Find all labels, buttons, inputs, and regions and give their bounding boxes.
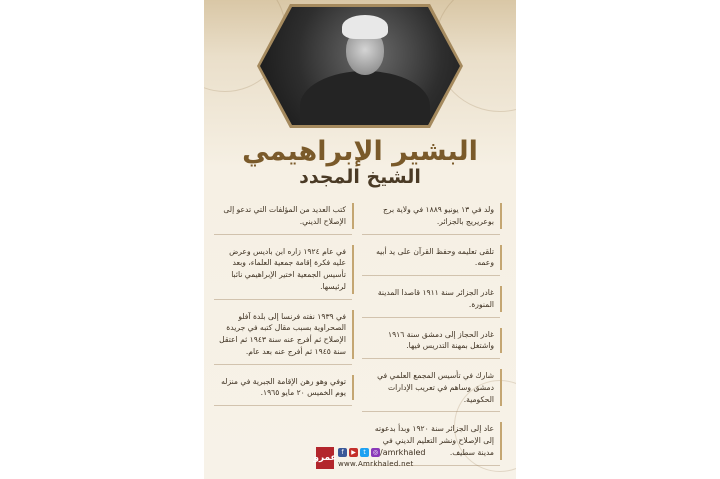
facts-column-left — [214, 200, 352, 413]
footer — [204, 445, 516, 473]
fact-item: تلقى تعليمه وحفظ القرآن على يد أبيه وعمه. — [362, 242, 500, 277]
fact-item: في ١٩٣٩ نفته فرنسا إلى بلدة آفلو الصحراوية بسبب مقال كتبه في جريدة الإصلاح ثم أفرج عنه سنة ١٩٤٣ ثم اعتقل سنة ١٩٤٥ ثم أفرج عنه بعد عام. — [214, 307, 352, 365]
fact-item: كتب العديد من المؤلفات التي تدعو إلى الإصلاح الديني. — [214, 200, 352, 235]
person-name: البشير الإبراهيمي — [242, 136, 478, 167]
portrait-turban — [342, 15, 388, 39]
social-handle[interactable]: /amrkhaled — [380, 448, 426, 457]
fact-item: غادر الحجاز إلى دمشق سنة ١٩١٦ واشتغل بمهنة التدريس فيها. — [362, 325, 500, 360]
fact-item: عاد إلى الجزائر سنة ١٩٢٠ وبدأ بدعوته إلى الإصلاح ونشر التعليم الديني في مدينة سطيف. — [362, 419, 500, 465]
youtube-icon[interactable]: ▶ — [349, 448, 358, 457]
facebook-icon[interactable]: f — [338, 448, 347, 457]
portrait-photo — [260, 7, 460, 125]
fact-item: توفي وهو رهن الإقامة الجبرية في منزله يوم الخميس ٢٠ مايو ١٩٦٥. — [214, 372, 352, 407]
person-title: الشيخ المجدد — [299, 166, 421, 188]
facts-column-right — [362, 200, 500, 473]
website-link[interactable]: www.Amrkhaled.net — [338, 460, 414, 468]
portrait-frame — [257, 4, 463, 128]
fact-item: في عام ١٩٢٤ زاره ابن باديس وعرض عليه فكرة إقامة جمعية العلماء، وبعد تأسيس الجمعية اختير الإبراهيمي نائبا لرئيسها. — [214, 242, 352, 300]
twitter-icon[interactable]: t — [360, 448, 369, 457]
fact-item: ولد في ١٣ يونيو ١٨٨٩ في ولاية برج بوعريريج بالجزائر. — [362, 200, 500, 235]
fact-item: غادر الجزائر سنة ١٩١١ قاصدا المدينة المنورة. — [362, 283, 500, 318]
brand-logo[interactable]: عمرو — [316, 447, 334, 469]
fact-item: شارك في تأسيس المجمع العلمي في دمشق وساهم في تعريب الإدارات الحكومية. — [362, 366, 500, 412]
poster — [204, 0, 516, 479]
instagram-icon[interactable]: ◎ — [372, 449, 379, 456]
portrait-robe — [300, 71, 430, 141]
social-links — [338, 448, 380, 457]
